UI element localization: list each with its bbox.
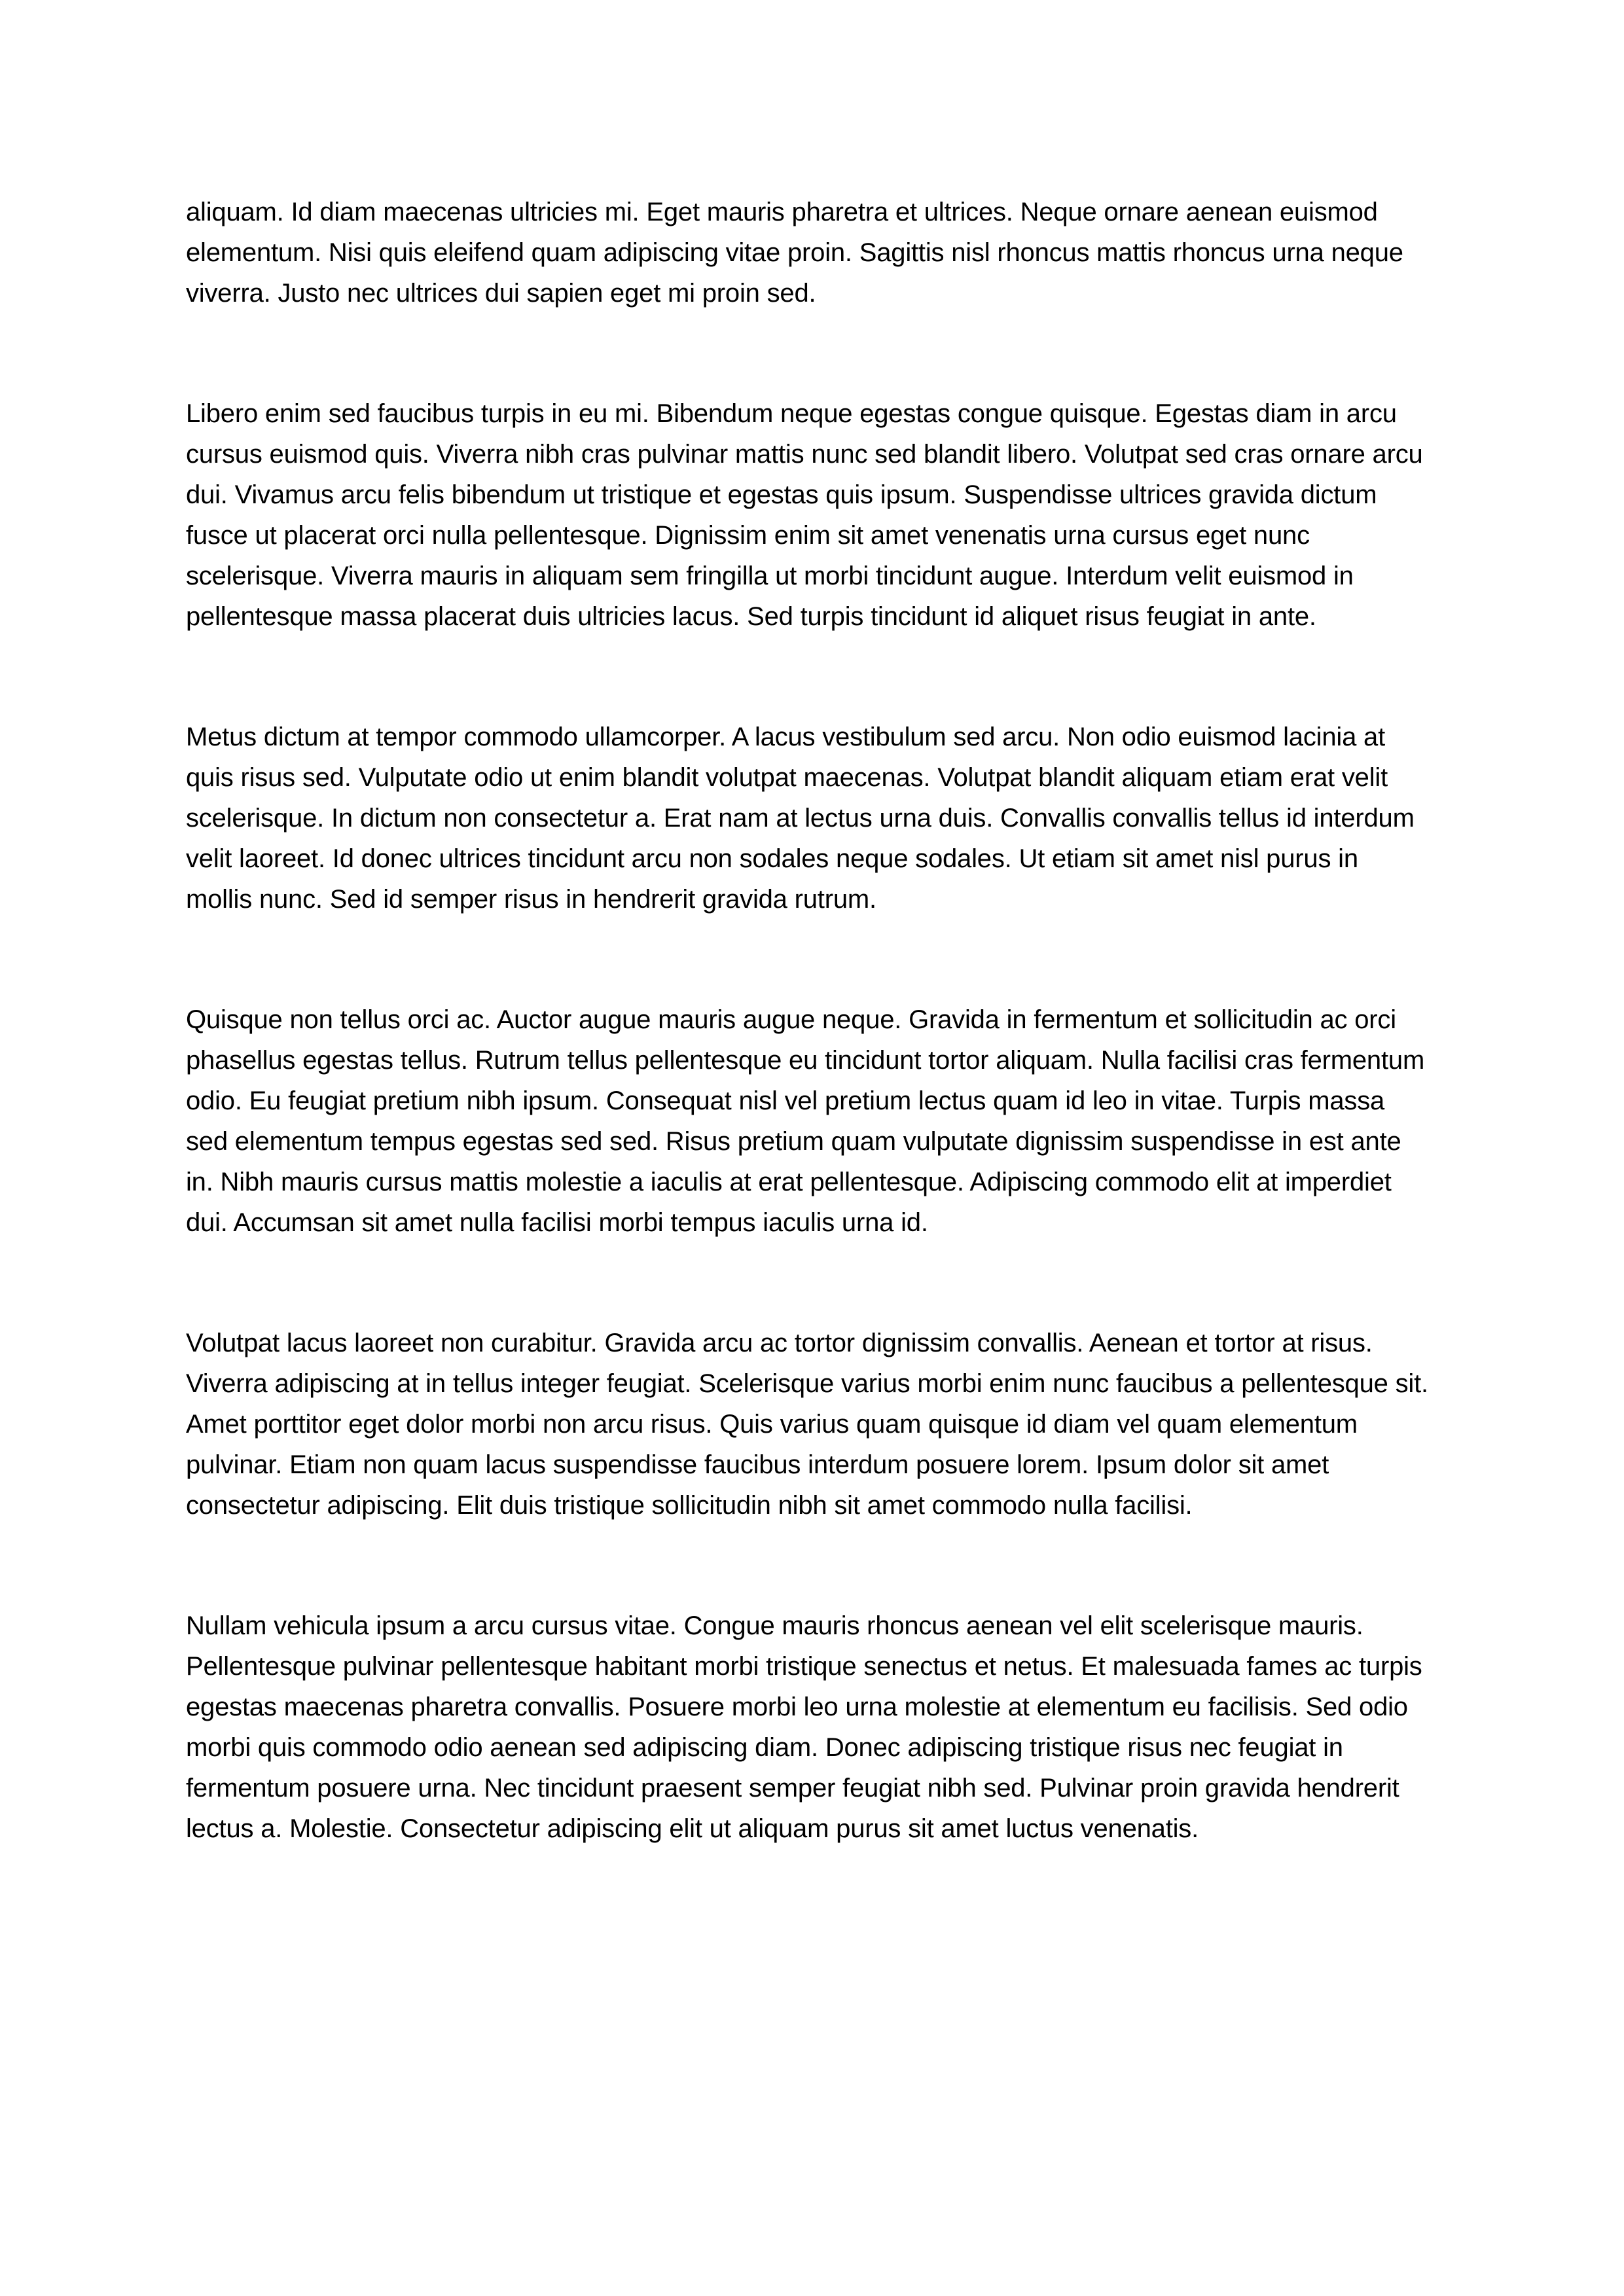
paragraph-1: aliquam. Id diam maecenas ultricies mi. Eget mauris pharetra et ultrices. Neque ornare aenean euismod elementum. Nisi quis eleifend quam adipiscing vitae proin. Sagittis nisl rhoncus mattis rhoncus urna neque viverra. Justo nec ultrices dui sapien eget mi proin sed. xyxy=(186,198,1403,308)
paragraph-6: Nullam vehicula ipsum a arcu cursus vitae. Congue mauris rhoncus aenean vel elit scelerisque mauris. Pellentesque pulvinar pellentesque habitant morbi tristique senectus et netus. Et malesuada fames ac turpis egestas maecenas pharetra convallis. Posuere morbi leo urna molestie at elementum eu facilisis. Sed odio morbi quis commodo odio aenean sed adipiscing diam. Donec adipiscing tristique risus nec feugiat in fermentum posuere urna. Nec tincidunt praesent semper feugiat nibh sed. Pulvinar proin gravida hendrerit lectus a. Molestie. Consectetur adipiscing elit ut aliquam purus sit amet luctus venenatis. xyxy=(186,1611,1422,1843)
paragraph-2: Libero enim sed faucibus turpis in eu mi. Bibendum neque egestas congue quisque. Egestas diam in arcu cursus euismod quis. Viverra nibh cras pulvinar mattis nunc sed blandit libero. Volutpat sed cras ornare arcu dui. Vivamus arcu felis bibendum ut tristique et egestas quis ipsum. Suspendisse ultrices gravida dictum fusce ut placerat orci nulla pellentesque. Dignissim enim sit amet venenatis urna cursus eget nunc scelerisque. Viverra mauris in aliquam sem fringilla ut morbi tincidunt augue. Interdum velit euismod in pellentesque massa placerat duis ultricies lacus. Sed turpis tincidunt id aliquet risus feugiat in ante. xyxy=(186,399,1423,631)
paragraph-3: Metus dictum at tempor commodo ullamcorper. A lacus vestibulum sed arcu. Non odio euismod lacinia at quis risus sed. Vulputate odio ut enim blandit volutpat maecenas. Volutpat blandit aliquam etiam erat velit scelerisque. In dictum non consectetur a. Erat nam at lectus urna duis. Convallis convallis tellus id interdum velit laoreet. Id donec ultrices tincidunt arcu non sodales neque sodales. Ut etiam sit amet nisl purus in mollis nunc. Sed id semper risus in hendrerit gravida rutrum. xyxy=(186,723,1415,914)
paragraph-4: Quisque non tellus orci ac. Auctor augue mauris augue neque. Gravida in fermentum et sollicitudin ac orci phasellus egestas tellus. Rutrum tellus pellentesque eu tincidunt tortor aliquam. Nulla facilisi cras fermentum odio. Eu feugiat pretium nibh ipsum. Consequat nisl vel pretium lectus quam id leo in vitae. Turpis massa sed elementum tempus egestas sed sed. Risus pretium quam vulputate dignissim suspendisse in est ante in. Nibh mauris cursus mattis molestie a iaculis at erat pellentesque. Adipiscing commodo elit at imperdiet dui. Accumsan sit amet nulla facilisi morbi tempus iaculis urna id. xyxy=(186,1005,1425,1237)
paragraph-5: Volutpat lacus laoreet non curabitur. Gravida arcu ac tortor dignissim convallis. Aenean et tortor at risus. Viverra adipiscing at in tellus integer feugiat. Scelerisque varius morbi enim nunc faucibus a pellentesque sit. Amet porttitor eget dolor morbi non arcu risus. Quis varius quam quisque id diam vel quam elementum pulvinar. Etiam non quam lacus suspendisse faucibus interdum posuere lorem. Ipsum dolor sit amet consectetur adipiscing. Elit duis tristique sollicitudin nibh sit amet commodo nulla facilisi. xyxy=(186,1329,1428,1520)
